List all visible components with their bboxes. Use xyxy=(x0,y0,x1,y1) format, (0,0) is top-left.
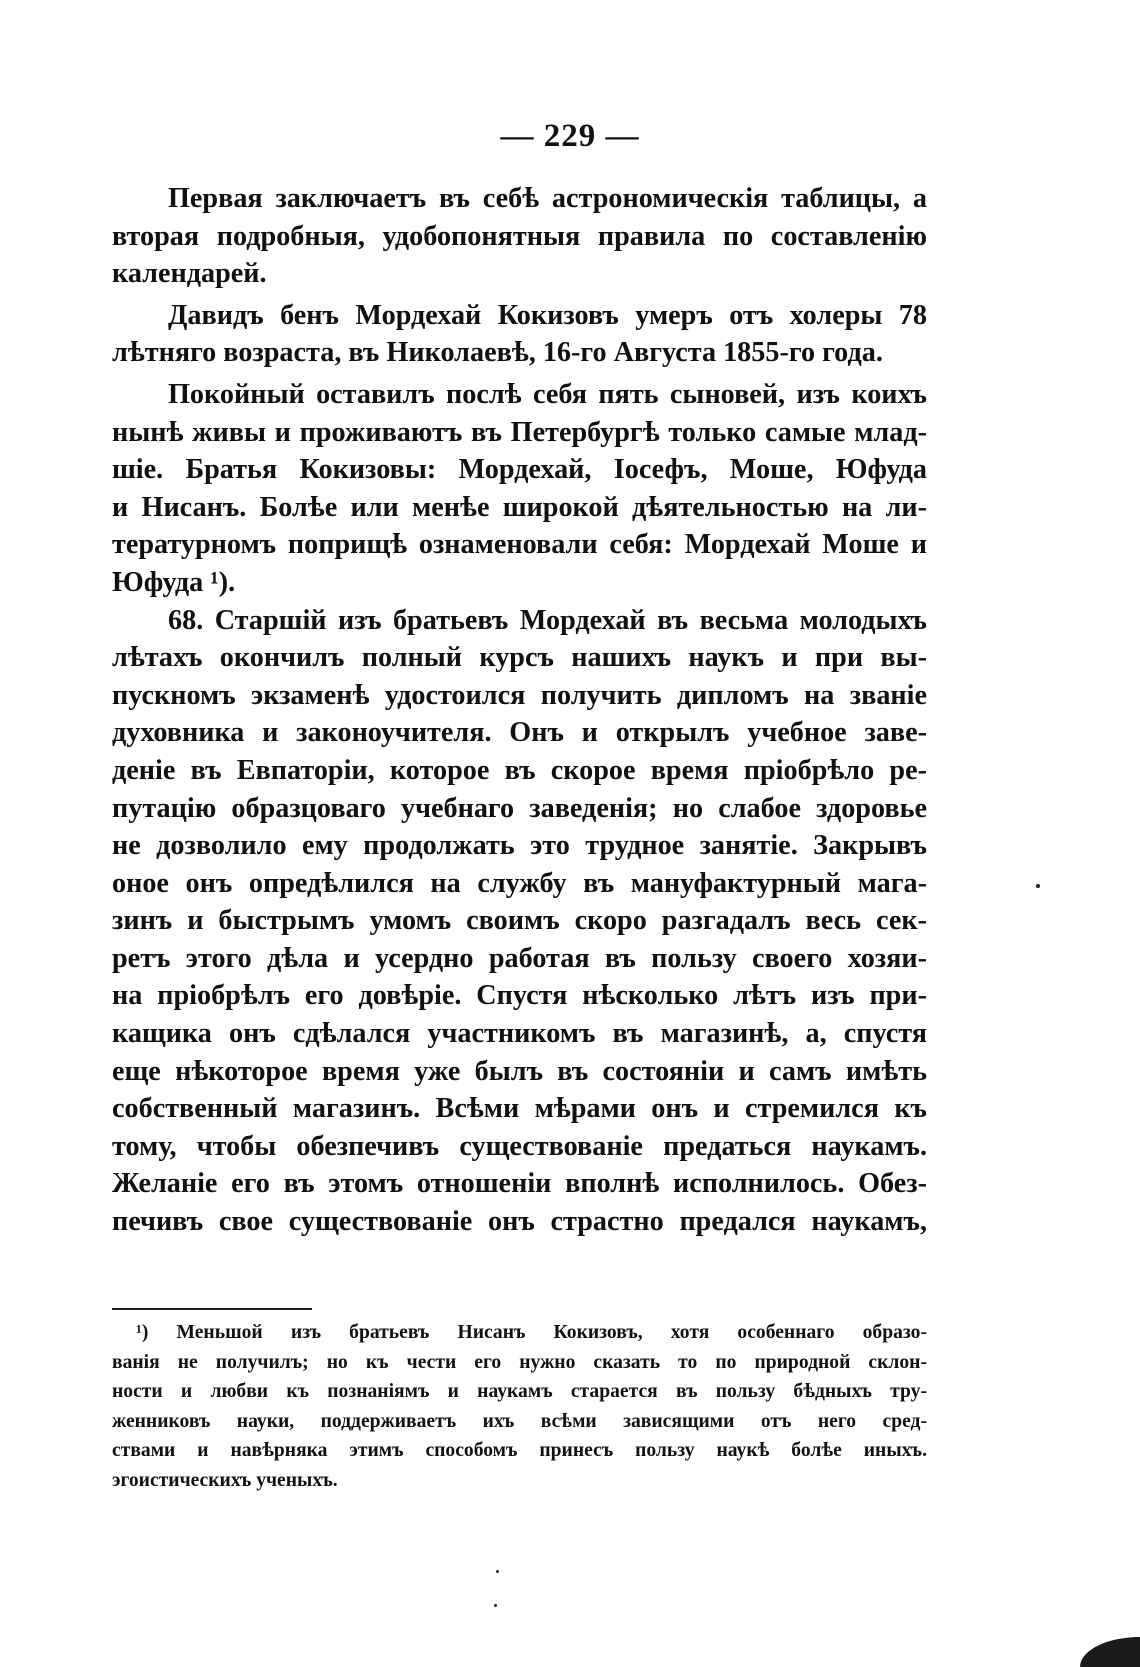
text-line: 68. Старшій изъ братьевъ Мордехай въ весьма молодыхъ xyxy=(168,604,927,636)
text-line: и Нисанъ. Болѣе или менѣе широкой дѣятельностью на ли- xyxy=(112,491,927,523)
footnote xyxy=(112,1318,927,1495)
scan-speck xyxy=(494,1604,497,1607)
text-line: лѣтняго возраста, въ Николаевѣ, 16-го Августа 1855-го года. xyxy=(112,337,883,369)
text-line: на пріобрѣлъ его довѣріе. Спустя нѣсколько лѣтъ изъ при- xyxy=(112,980,927,1012)
page-number: — 229 — xyxy=(500,118,640,154)
text-line: шіе. Братья Кокизовы: Мордехай, Іосефъ, Моше, Юфуда xyxy=(112,454,927,486)
scan-edge-smudge xyxy=(1080,1637,1140,1667)
footnote-line: ствами и навѣрняка этимъ способомъ принесъ пользу наукѣ болѣе иныхъ. xyxy=(112,1440,927,1461)
text-line: Покойный оставилъ послѣ себя пять сыновей, изъ коихъ xyxy=(168,378,927,410)
text-line: не дозволило ему продолжать это трудное занятіе. Закрывъ xyxy=(112,830,927,862)
scan-speck xyxy=(496,1570,499,1573)
text-line: вторая подробныя, удобопонятныя правила по составленію xyxy=(112,220,927,252)
text-line: Первая заключаетъ въ себѣ астрономическія таблицы, а xyxy=(168,183,927,214)
footnote-line: ности и любви къ познаніямъ и наукамъ старается въ пользу бѣдныхъ тру- xyxy=(112,1381,927,1402)
text-line: собственный магазинъ. Всѣми мѣрами онъ и стремился къ xyxy=(112,1093,927,1125)
scan-speck xyxy=(1036,884,1040,888)
text-line: еще нѣкоторое время уже былъ въ состояніи и самъ имѣть xyxy=(112,1055,927,1087)
text-line: тому, чтобы обезпечивъ существованіе предаться наукамъ. xyxy=(112,1130,927,1162)
text-line: календарей. xyxy=(112,258,267,290)
footnote-line: эгоистическихъ ученыхъ. xyxy=(112,1469,338,1491)
text-line: путацію образцоваго учебнаго заведенія; но слабое здоровье xyxy=(112,792,927,824)
text-line: кащика онъ сдѣлался участникомъ въ магазинѣ, а, спустя xyxy=(112,1018,927,1050)
text-line: ретъ этого дѣла и усердно работая въ пользу своего хозяи- xyxy=(112,942,927,974)
footnote-line: женниковъ науки, поддерживаетъ ихъ всѣми зависящими отъ него сред- xyxy=(112,1410,927,1432)
text-line: тературномъ поприщѣ ознаменовали себя: Мордехай Моше и xyxy=(112,529,927,561)
body-text xyxy=(112,180,927,1241)
text-line: печивъ свое существованіе онъ страстно предался наукамъ, xyxy=(112,1206,927,1238)
text-line: пускномъ экзаменѣ удостоился получить дипломъ на званіе xyxy=(112,679,927,711)
text-line: Юфуда ¹). xyxy=(112,566,236,598)
text-line: Давидъ бенъ Мордехай Кокизовъ умеръ отъ холеры 78 xyxy=(168,299,927,331)
footnote-line: ванія не получилъ; но къ чести его нужно сказать то по природной склон- xyxy=(112,1351,927,1373)
text-line: Желаніе его въ этомъ отношеніи вполнѣ исполнилось. Обез- xyxy=(112,1168,927,1200)
text-line: духовника и законоучителя. Онъ и открылъ учебное заве- xyxy=(112,717,927,749)
footnote-line: ¹) Меньшой изъ братьевъ Нисанъ Кокизовъ, хотя особеннаго образо- xyxy=(136,1322,927,1343)
footnote-divider xyxy=(112,1308,312,1310)
text-line: нынѣ живы и проживаютъ въ Петербургѣ только самые млад- xyxy=(112,416,927,448)
text-line: оное онъ опредѣлился на службу въ мануфактурный мага- xyxy=(112,867,927,899)
text-line: деніе въ Евпаторіи, которое въ скорое время пріобрѣло ре- xyxy=(112,754,927,786)
text-line: лѣтахъ окончилъ полный курсъ нашихъ наукъ и при вы- xyxy=(112,642,927,674)
text-line: зинъ и быстрымъ умомъ своимъ скоро разгадалъ весь сек- xyxy=(112,905,927,937)
